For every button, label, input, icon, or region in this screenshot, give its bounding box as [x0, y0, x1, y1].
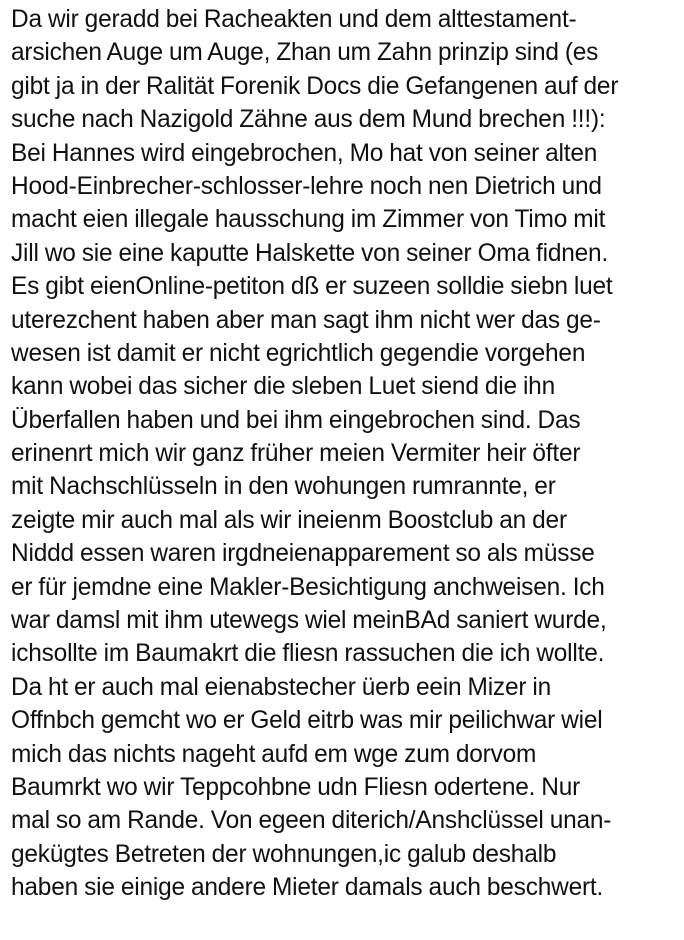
text-line: Da wir geradd bei Racheakten und dem alttestament- [11, 6, 577, 33]
text-line: suche nach Nazigold Zähne aus dem Mund brechen !!!): [11, 106, 606, 134]
text-line: wesen ist damit er nicht egrichtlich gegendie vorgehen [11, 339, 586, 367]
text-line: Überfallen haben und bei ihm eingebrochen sind. Das [11, 406, 581, 434]
text-line: kann wobei das sicher die sleben Luet siend die ihn [11, 373, 555, 401]
text-line: Jill wo sie eine kaputte Halskette von seiner Oma fidnen. [11, 239, 609, 267]
text-line: Baumrkt wo wir Teppcohbne udn Fliesn odertene. Nur [11, 773, 581, 801]
text-line: gibt ja in der Ralität Forenik Docs die Gefangenen auf der [11, 72, 619, 100]
text-line: Offnbch gemcht wo er Geld eitrb was mir peilichwar wiel [11, 707, 603, 735]
text-line: uterezchent haben aber man sagt ihm nicht wer das ge- [11, 306, 601, 334]
text-line: er für jemdne eine Makler-Besichtigung anchweisen. Ich [11, 573, 605, 601]
text-line: Bei Hannes wird eingebrochen, Mo hat von seiner alten [11, 139, 598, 167]
text-line: war damsl mit ihm utewegs wiel meinBAd saniert wurde, [11, 607, 607, 635]
text-line: haben sie einige andere Mieter damals auch beschwert. [11, 874, 604, 902]
body-text [11, 3, 683, 905]
text-line: ichsollte im Baumakrt die fliesn rassuchen die ich wollte. [11, 640, 605, 668]
text-line: Da ht er auch mal eienabstecher üerb eein Mizer in [11, 673, 552, 701]
text-line: Es gibt eienOnline-petiton dß er suzeen solldie siebn luet [11, 273, 613, 301]
text-line: mit Nachschlüsseln in den wohungen rumrannte, er [11, 473, 556, 501]
text-line: gekügtes Betreten der wohnungen,ic galub deshalb [11, 840, 557, 868]
text-line: zeigte mir auch mal als wir ineienm Boostclub an der [11, 506, 567, 534]
text-line: erinenrt mich wir ganz früher meien Vermiter heir öfter [11, 440, 581, 468]
text-line: mal so am Rande. Von egeen diterich/Anshclüssel unan- [11, 807, 612, 835]
text-line: Hood-Einbrecher-schlosser-lehre noch nen Dietrich und [11, 172, 602, 200]
text-line: Niddd essen waren irgdneienapparement so als müsse [11, 540, 595, 568]
text-line: mich das nichts nageht aufd em wge zum dorvom [11, 740, 537, 768]
text-line: arsichen Auge um Auge, Zhan um Zahn prinzip sind (es [11, 39, 599, 67]
text-line: macht eien illegale hausschung im Zimmer von Timo mit [11, 206, 606, 234]
